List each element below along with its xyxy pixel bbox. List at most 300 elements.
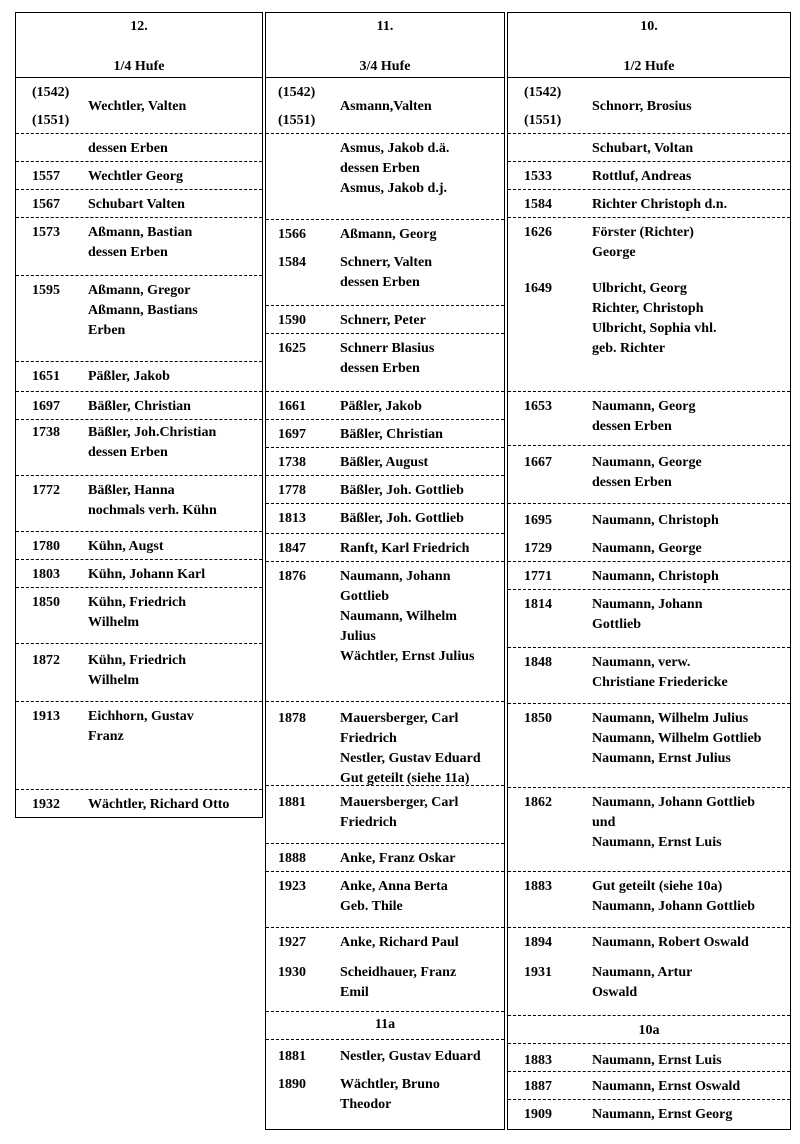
entry-year-value: 1557: [32, 169, 60, 184]
entry-owner: [592, 139, 788, 159]
owner-line: Bäßler, August: [340, 455, 429, 470]
owner-line: Aßmann, Georg: [340, 227, 437, 242]
entry-year: [32, 167, 82, 187]
entry-owner: [88, 795, 260, 815]
owner-line: Gottlieb: [592, 617, 641, 632]
entry-owner: [88, 423, 260, 463]
dashed-separator: [508, 703, 790, 704]
dashed-separator: [508, 871, 790, 872]
entry-year: [278, 963, 328, 983]
owner-line: Aßmann, Bastians: [88, 303, 198, 318]
dashed-separator: [508, 445, 790, 446]
entry-year: [32, 195, 82, 215]
owner-line: Wechtler Georg: [88, 169, 183, 184]
dashed-separator: [266, 475, 504, 476]
dashed-separator: [16, 587, 262, 588]
entry-owner: [340, 567, 502, 667]
dashed-separator: [508, 1043, 790, 1044]
entry-year-value: 1813: [278, 511, 306, 526]
owner-line: dessen Erben: [340, 361, 420, 376]
entry-owner: [340, 539, 502, 559]
dashed-separator: [16, 361, 262, 362]
owner-line: Naumann, Ernst Georg: [592, 1107, 733, 1122]
entry-year-value: 1847: [278, 541, 306, 556]
entry-year: [278, 509, 328, 529]
entry-owner: [88, 397, 260, 417]
entry-owner: [592, 709, 788, 769]
owner-line: Kühn, Friedrich: [88, 595, 187, 610]
entry-year: [524, 877, 574, 897]
dashed-separator: [508, 561, 790, 562]
entry-owner: [592, 97, 788, 117]
entry-year: [32, 281, 82, 301]
entry-year-value: 1927: [278, 935, 306, 950]
entry-year-value: 1930: [278, 965, 306, 980]
dashed-separator: [16, 643, 262, 644]
dashed-separator: [266, 927, 504, 928]
dashed-separator: [266, 391, 504, 392]
entry-year-value: (1542): [524, 85, 562, 100]
hufe-size: 1/2 Hufe: [623, 59, 675, 74]
owner-line: Anke, Richard Paul: [340, 935, 459, 950]
entry-year: [278, 225, 328, 245]
entry-owner: [592, 963, 788, 1003]
dashed-separator: [508, 787, 790, 788]
owner-line: Naumann, Ernst Luis: [592, 835, 722, 850]
entry-year-value: (1551): [32, 113, 70, 128]
column-header: [266, 13, 504, 78]
dashed-separator: [266, 843, 504, 844]
entry-year: [524, 539, 574, 559]
entry-owner: [88, 707, 260, 747]
entry-owner: [340, 793, 502, 833]
entry-year: [278, 481, 328, 501]
entry-year-value: 1595: [32, 283, 60, 298]
entry-year-value: 1626: [524, 225, 552, 240]
dashed-separator: [266, 533, 504, 534]
entry-year-value: 1771: [524, 569, 552, 584]
entry-year-value: 1850: [524, 711, 552, 726]
dashed-separator: [508, 589, 790, 590]
entry-owner: [88, 651, 260, 691]
entry-year: [32, 795, 82, 815]
owner-line: Anke, Anna Berta: [340, 879, 448, 894]
owner-line: Mauersberger, Carl: [340, 711, 459, 726]
dashed-separator: [16, 391, 262, 392]
entry-owner: [340, 425, 502, 445]
entry-year-value: 1872: [32, 653, 60, 668]
owner-line: Emil: [340, 985, 369, 1000]
entry-year-value: 1667: [524, 455, 552, 470]
owner-line: Franz: [88, 729, 124, 744]
entry-year-value: 1778: [278, 483, 306, 498]
owner-line: Friedrich: [340, 815, 397, 830]
owner-line: Friedrich: [340, 731, 397, 746]
entry-year-value: 1931: [524, 965, 552, 980]
owner-line: geb. Richter: [592, 341, 666, 356]
owner-line: Naumann, Georg: [592, 399, 696, 414]
entry-owner: [592, 793, 788, 853]
owner-line: Erben: [88, 323, 126, 338]
entry-year: [524, 963, 574, 983]
owner-line: nochmals verh. Kühn: [88, 503, 217, 518]
column-number: 10.: [640, 19, 658, 34]
dashed-separator: [16, 531, 262, 532]
entry-owner: [88, 167, 260, 187]
dashed-separator: [266, 871, 504, 872]
entry-owner: [592, 595, 788, 635]
owner-line: Päßler, Jakob: [340, 399, 422, 414]
owner-line: George: [592, 245, 636, 260]
entry-year-value: 1772: [32, 483, 60, 498]
entry-year-value: 1894: [524, 935, 552, 950]
entry-owner: [88, 565, 260, 585]
entry-year: [524, 511, 574, 531]
owner-line: Schnerr, Peter: [340, 313, 426, 328]
owner-line: dessen Erben: [592, 475, 672, 490]
owner-line: Schubart, Voltan: [592, 141, 694, 156]
entry-year: [524, 1105, 574, 1125]
entry-owner: [340, 849, 502, 869]
entry-owner: [88, 537, 260, 557]
entry-year: [32, 537, 82, 557]
entry-owner: [340, 453, 502, 473]
owner-line: Naumann, Artur: [592, 965, 693, 980]
entry-owner: [340, 709, 502, 789]
owner-line: Naumann, Johann: [340, 569, 451, 584]
sub-section-title: 10a: [638, 1023, 660, 1038]
owner-line: Anke, Franz Oskar: [340, 851, 456, 866]
dashed-separator: [508, 217, 790, 218]
entry-year-value: 1883: [524, 879, 552, 894]
dashed-separator: [508, 391, 790, 392]
entry-year: [278, 1047, 328, 1067]
owner-line: Gut geteilt (siehe 11a): [340, 771, 470, 786]
owner-line: Ulbricht, Georg: [592, 281, 687, 296]
owner-line: Nestler, Gustav Eduard: [340, 751, 481, 766]
entry-year: [278, 83, 328, 131]
entry-year-value: (1551): [524, 113, 562, 128]
owner-line: Naumann, Johann: [592, 597, 703, 612]
owner-line: Naumann, Wilhelm Julius: [592, 711, 749, 726]
entry-owner: [592, 653, 788, 693]
entry-year: [524, 1051, 574, 1071]
owner-line: dessen Erben: [88, 245, 168, 260]
entry-year: [524, 793, 574, 813]
owner-line: Asmus, Jakob d.j.: [340, 181, 447, 196]
entry-year-value: 1883: [524, 1053, 552, 1068]
entry-owner: [88, 281, 260, 341]
owner-line: Richter Christoph d.n.: [592, 197, 728, 212]
owner-line: Bäßler, Joh. Gottlieb: [340, 483, 464, 498]
entry-year: [278, 877, 328, 897]
owner-line: Julius: [340, 629, 376, 644]
owner-line: Wächtler, Richard Otto: [88, 797, 230, 812]
owner-line: Naumann, Johann Gottlieb: [592, 795, 755, 810]
dashed-separator: [266, 1039, 504, 1040]
land-register-table: [15, 12, 791, 1130]
entry-year: [278, 1075, 328, 1095]
entry-year: [278, 339, 328, 359]
entry-year: [32, 223, 82, 243]
owner-line: Gut geteilt (siehe 10a): [592, 879, 723, 894]
entry-year: [524, 397, 574, 417]
owner-line: dessen Erben: [340, 275, 420, 290]
column-header: [16, 13, 262, 78]
entry-owner: [340, 139, 502, 199]
entry-year-value: 1590: [278, 313, 306, 328]
dashed-separator: [266, 701, 504, 702]
entry-owner: [340, 339, 502, 379]
entry-year-value: 1780: [32, 539, 60, 554]
owner-line: Naumann, Robert Oswald: [592, 935, 749, 950]
entry-year: [32, 707, 82, 727]
entry-year-value: 1533: [524, 169, 552, 184]
entry-owner: [592, 1051, 788, 1071]
dashed-separator: [16, 701, 262, 702]
column-11: [265, 12, 505, 1130]
owner-line: dessen Erben: [88, 141, 168, 156]
entry-year: [32, 651, 82, 671]
dashed-separator: [266, 333, 504, 334]
owner-line: und: [592, 815, 616, 830]
entry-year-value: 1653: [524, 399, 552, 414]
owner-line: Schnorr, Brosius: [592, 99, 692, 114]
entry-year: [524, 223, 574, 243]
owner-line: Kühn, Augst: [88, 539, 164, 554]
entry-year-value: 1661: [278, 399, 306, 414]
entry-owner: [592, 933, 788, 953]
entry-owner: [592, 1105, 788, 1125]
entry-year-value: 1932: [32, 797, 60, 812]
owner-line: Naumann, Johann Gottlieb: [592, 899, 755, 914]
entry-owner: [592, 877, 788, 917]
entry-year: [278, 709, 328, 729]
entry-owner: [340, 509, 502, 529]
column-number: 12.: [130, 19, 148, 34]
dashed-separator: [16, 133, 262, 134]
owner-line: Naumann, Christoph: [592, 569, 719, 584]
dashed-separator: [508, 133, 790, 134]
owner-line: Bäßler, Christian: [88, 399, 191, 414]
owner-line: Bäßler, Hanna: [88, 483, 175, 498]
entry-owner: [592, 397, 788, 437]
entry-year-value: 1848: [524, 655, 552, 670]
entry-year: [524, 195, 574, 215]
entry-year: [278, 453, 328, 473]
entry-year: [524, 279, 574, 299]
owner-line: Wilhelm: [88, 615, 140, 630]
sub-section-title: 11a: [374, 1017, 396, 1032]
dashed-separator: [266, 1011, 504, 1012]
owner-line: Kühn, Friedrich: [88, 653, 187, 668]
dashed-separator: [266, 305, 504, 306]
entry-year-value: (1542): [278, 85, 316, 100]
dashed-separator: [508, 927, 790, 928]
entry-year-value: 1803: [32, 567, 60, 582]
owner-line: Bäßler, Christian: [340, 427, 443, 442]
owner-line: Wächtler, Ernst Julius: [340, 649, 475, 664]
entry-owner: [592, 511, 788, 531]
entry-year-value: 1738: [278, 455, 306, 470]
entry-year: [278, 253, 328, 273]
entry-owner: [340, 877, 502, 917]
dashed-separator: [266, 785, 504, 786]
entry-year-value: 1738: [32, 425, 60, 440]
entry-year-value: (1542): [32, 85, 70, 100]
entry-year-value: 1881: [278, 795, 306, 810]
dashed-separator: [508, 1099, 790, 1100]
entry-year-value: 1913: [32, 709, 60, 724]
owner-line: Aßmann, Bastian: [88, 225, 193, 240]
entry-owner: [592, 567, 788, 587]
owner-line: Naumann, Ernst Julius: [592, 751, 731, 766]
dashed-separator: [508, 647, 790, 648]
dashed-separator: [508, 503, 790, 504]
dashed-separator: [266, 447, 504, 448]
column-10: [507, 12, 791, 1130]
dashed-separator: [266, 219, 504, 220]
dashed-separator: [16, 789, 262, 790]
entry-year-value: 1814: [524, 597, 552, 612]
owner-line: Förster (Richter): [592, 225, 694, 240]
owner-line: Schnerr Blasius: [340, 341, 435, 356]
entry-year-value: (1551): [278, 113, 316, 128]
entry-year: [524, 167, 574, 187]
column-12: [15, 12, 263, 818]
owner-line: Naumann, verw.: [592, 655, 691, 670]
owner-line: Ulbricht, Sophia vhl.: [592, 321, 717, 336]
dashed-separator: [266, 419, 504, 420]
entry-year-value: 1695: [524, 513, 552, 528]
owner-line: Kühn, Johann Karl: [88, 567, 206, 582]
entry-year-value: 1567: [32, 197, 60, 212]
entry-year-value: 1876: [278, 569, 306, 584]
hufe-size: 1/4 Hufe: [113, 59, 165, 74]
entry-year-value: 1729: [524, 541, 552, 556]
dashed-separator: [508, 161, 790, 162]
dashed-separator: [16, 475, 262, 476]
entry-owner: [592, 195, 788, 215]
entry-year: [524, 83, 574, 131]
owner-line: Naumann, Wilhelm Gottlieb: [592, 731, 762, 746]
entry-year: [32, 423, 82, 443]
entry-year: [278, 425, 328, 445]
entry-owner: [340, 481, 502, 501]
entry-year: [278, 933, 328, 953]
owner-line: Asmann,Valten: [340, 99, 432, 114]
dashed-separator: [266, 561, 504, 562]
entry-owner: [340, 397, 502, 417]
entry-year: [32, 481, 82, 501]
column-header: [508, 13, 790, 78]
entry-year: [32, 367, 82, 387]
dashed-separator: [508, 1015, 790, 1016]
owner-line: Christiane Friedericke: [592, 675, 728, 690]
entry-year-value: 1625: [278, 341, 306, 356]
entry-owner: [88, 367, 260, 387]
entry-owner: [592, 223, 788, 263]
entry-owner: [88, 195, 260, 215]
owner-line: Schubart Valten: [88, 197, 185, 212]
owner-line: Mauersberger, Carl: [340, 795, 459, 810]
hufe-size: 3/4 Hufe: [359, 59, 411, 74]
entry-owner: [88, 97, 260, 117]
dashed-separator: [16, 217, 262, 218]
entry-year-value: 1697: [278, 427, 306, 442]
entry-owner: [88, 139, 260, 159]
entry-year-value: 1697: [32, 399, 60, 414]
entry-year: [278, 567, 328, 587]
entry-owner: [340, 311, 502, 331]
owner-line: Rottluf, Andreas: [592, 169, 692, 184]
owner-line: Naumann, Wilhelm: [340, 609, 457, 624]
entry-year: [278, 311, 328, 331]
entry-year-value: 1566: [278, 227, 306, 242]
entry-year: [32, 565, 82, 585]
column-number: 11.: [376, 19, 394, 34]
entry-year: [32, 83, 82, 131]
entry-owner: [340, 1047, 502, 1067]
entry-year-value: 1890: [278, 1077, 306, 1092]
owner-line: Wechtler, Valten: [88, 99, 187, 114]
entry-year-value: 1651: [32, 369, 60, 384]
owner-line: Naumann, Christoph: [592, 513, 719, 528]
owner-line: Bäßler, Joh. Gottlieb: [340, 511, 464, 526]
entry-year: [524, 1077, 574, 1097]
entry-owner: [340, 1075, 502, 1115]
entry-year: [524, 453, 574, 473]
entry-year-value: 1888: [278, 851, 306, 866]
entry-year-value: 1649: [524, 281, 552, 296]
owner-line: Wilhelm: [88, 673, 140, 688]
entry-year-value: 1878: [278, 711, 306, 726]
entry-owner: [340, 963, 502, 1003]
entry-year-value: 1862: [524, 795, 552, 810]
owner-line: dessen Erben: [340, 161, 420, 176]
owner-line: dessen Erben: [592, 419, 672, 434]
entry-owner: [340, 253, 502, 293]
owner-line: Oswald: [592, 985, 638, 1000]
entry-year: [32, 593, 82, 613]
entry-owner: [592, 1077, 788, 1097]
entry-owner: [88, 481, 260, 521]
entry-year: [524, 567, 574, 587]
entry-year-value: 1573: [32, 225, 60, 240]
entry-year-value: 1850: [32, 595, 60, 610]
entry-owner: [340, 933, 502, 953]
entry-year: [278, 849, 328, 869]
entry-year-value: 1923: [278, 879, 306, 894]
owner-line: Bäßler, Joh.Christian: [88, 425, 217, 440]
owner-line: Geb. Thile: [340, 899, 403, 914]
owner-line: Naumann, Ernst Luis: [592, 1053, 722, 1068]
entry-year: [524, 933, 574, 953]
owner-line: Naumann, Ernst Oswald: [592, 1079, 741, 1094]
owner-line: Nestler, Gustav Eduard: [340, 1049, 481, 1064]
entry-owner: [592, 453, 788, 493]
entry-year-value: 1909: [524, 1107, 552, 1122]
entry-owner: [592, 539, 788, 559]
entry-owner: [592, 167, 788, 187]
dashed-separator: [266, 503, 504, 504]
entry-year: [278, 793, 328, 813]
entry-owner: [340, 97, 502, 117]
entry-year: [524, 709, 574, 729]
owner-line: Aßmann, Gregor: [88, 283, 191, 298]
entry-owner: [340, 225, 502, 245]
owner-line: Scheidhauer, Franz: [340, 965, 457, 980]
